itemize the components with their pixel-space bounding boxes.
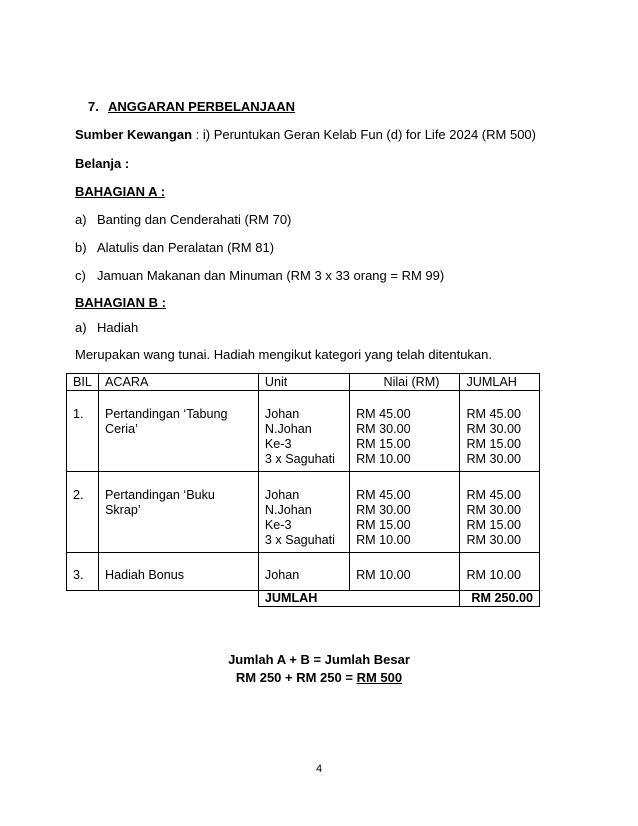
prize-table — [66, 373, 540, 607]
jumlah-line: RM 30.00 — [466, 422, 522, 436]
item-text: Alatulis dan Peralatan (RM 81) — [97, 240, 275, 255]
funding-source — [75, 127, 536, 143]
table-header-row — [67, 374, 540, 391]
total-label: JUMLAH — [258, 591, 460, 607]
section-heading — [88, 99, 295, 115]
funding-text: : i) Peruntukan Geran Kelab Fun (d) for Life 2024 (RM 500) — [192, 127, 536, 142]
spending-label: Belanja : — [75, 156, 130, 171]
item-marker: a) — [75, 212, 87, 227]
nilai-line: RM 30.00 — [356, 422, 411, 436]
nilai-line: RM 15.00 — [356, 518, 411, 532]
part-a-item — [75, 240, 274, 256]
nilai-line: RM 10.00 — [356, 533, 411, 547]
jumlah-line: RM 30.00 — [466, 533, 522, 547]
unit-line: Ke-3 — [264, 437, 292, 451]
cell-jumlah — [460, 553, 540, 591]
nilai-line: RM 45.00 — [356, 407, 411, 421]
table-total-row — [67, 591, 540, 607]
part-b-item — [75, 320, 138, 336]
header-bil: BIL — [67, 374, 99, 391]
jumlah-line: RM 45.00 — [466, 407, 522, 421]
section-number: 7. — [88, 99, 99, 114]
cell-jumlah — [460, 391, 540, 472]
item-text: Jamuan Makanan dan Minuman (RM 3 x 33 orang = RM 99) — [97, 268, 445, 283]
nilai-line: RM 45.00 — [356, 488, 411, 502]
jumlah-line: RM 45.00 — [466, 488, 522, 502]
unit-line: Johan — [264, 407, 300, 421]
funding-label: Sumber Kewangan — [75, 127, 193, 142]
part-a-item — [75, 212, 291, 228]
unit-line: N.Johan — [264, 422, 312, 436]
unit-line: Johan — [264, 568, 300, 582]
header-nilai: Nilai (RM) — [350, 374, 460, 391]
header-unit: Unit — [258, 374, 349, 391]
item-text: Hadiah — [97, 320, 139, 335]
cell-bil: 2. — [67, 472, 99, 553]
table-row — [67, 472, 540, 553]
part-a-item — [75, 268, 444, 284]
unit-line: N.Johan — [264, 503, 312, 517]
cell-nilai — [350, 472, 460, 553]
cell-nilai — [350, 553, 460, 591]
unit-line: Johan — [264, 488, 300, 502]
jumlah-line: RM 15.00 — [466, 518, 522, 532]
acara-line: Pertandingan ‘Buku Skrap’ — [104, 488, 215, 517]
summary-line-2 — [0, 670, 638, 686]
part-a-title: BAHAGIAN A : — [75, 184, 166, 199]
cell-acara — [98, 391, 258, 472]
cell-bil: 3. — [67, 553, 99, 591]
item-marker: c) — [75, 268, 86, 283]
jumlah-line: RM 30.00 — [466, 503, 522, 517]
part-b-description: Merupakan wang tunai. Hadiah mengikut kategori yang telah ditentukan. — [75, 347, 492, 362]
item-marker: a) — [75, 320, 87, 335]
summary-equation: RM 250 + RM 250 = — [235, 670, 357, 685]
page-number: 4 — [315, 763, 323, 775]
jumlah-line: RM 30.00 — [466, 452, 522, 466]
cell-unit — [258, 472, 349, 553]
item-text: Banting dan Cenderahati (RM 70) — [97, 212, 292, 227]
acara-line: Hadiah Bonus — [104, 568, 185, 582]
acara-line: Pertandingan ‘Tabung — [104, 407, 228, 421]
cell-unit — [258, 553, 349, 591]
summary-line-1: Jumlah A + B = Jumlah Besar — [228, 652, 410, 667]
summary-result: RM 500 — [356, 670, 403, 685]
cell-unit — [258, 391, 349, 472]
nilai-line: RM 15.00 — [356, 437, 411, 451]
cell-jumlah — [460, 472, 540, 553]
nilai-line: RM 10.00 — [356, 568, 411, 582]
acara-line: Ceria’ — [104, 422, 138, 436]
nilai-line: RM 10.00 — [356, 452, 411, 466]
item-marker: b) — [75, 240, 87, 255]
cell-acara — [98, 553, 258, 591]
header-jumlah: JUMLAH — [460, 374, 540, 391]
jumlah-line: RM 15.00 — [466, 437, 522, 451]
table-row — [67, 553, 540, 591]
cell-bil: 1. — [67, 391, 99, 472]
unit-line: 3 x Saguhati — [264, 533, 335, 547]
jumlah-line: RM 10.00 — [466, 568, 522, 582]
section-title: ANGGARAN PERBELANJAAN — [108, 99, 296, 114]
table-row — [67, 391, 540, 472]
cell-nilai — [350, 391, 460, 472]
unit-line: Ke-3 — [264, 518, 292, 532]
part-b-title: BAHAGIAN B : — [75, 295, 166, 310]
cell-acara — [98, 472, 258, 553]
nilai-line: RM 30.00 — [356, 503, 411, 517]
unit-line: 3 x Saguhati — [264, 452, 335, 466]
total-value: RM 250.00 — [460, 591, 540, 607]
total-spacer — [67, 591, 259, 607]
header-acara: ACARA — [98, 374, 258, 391]
